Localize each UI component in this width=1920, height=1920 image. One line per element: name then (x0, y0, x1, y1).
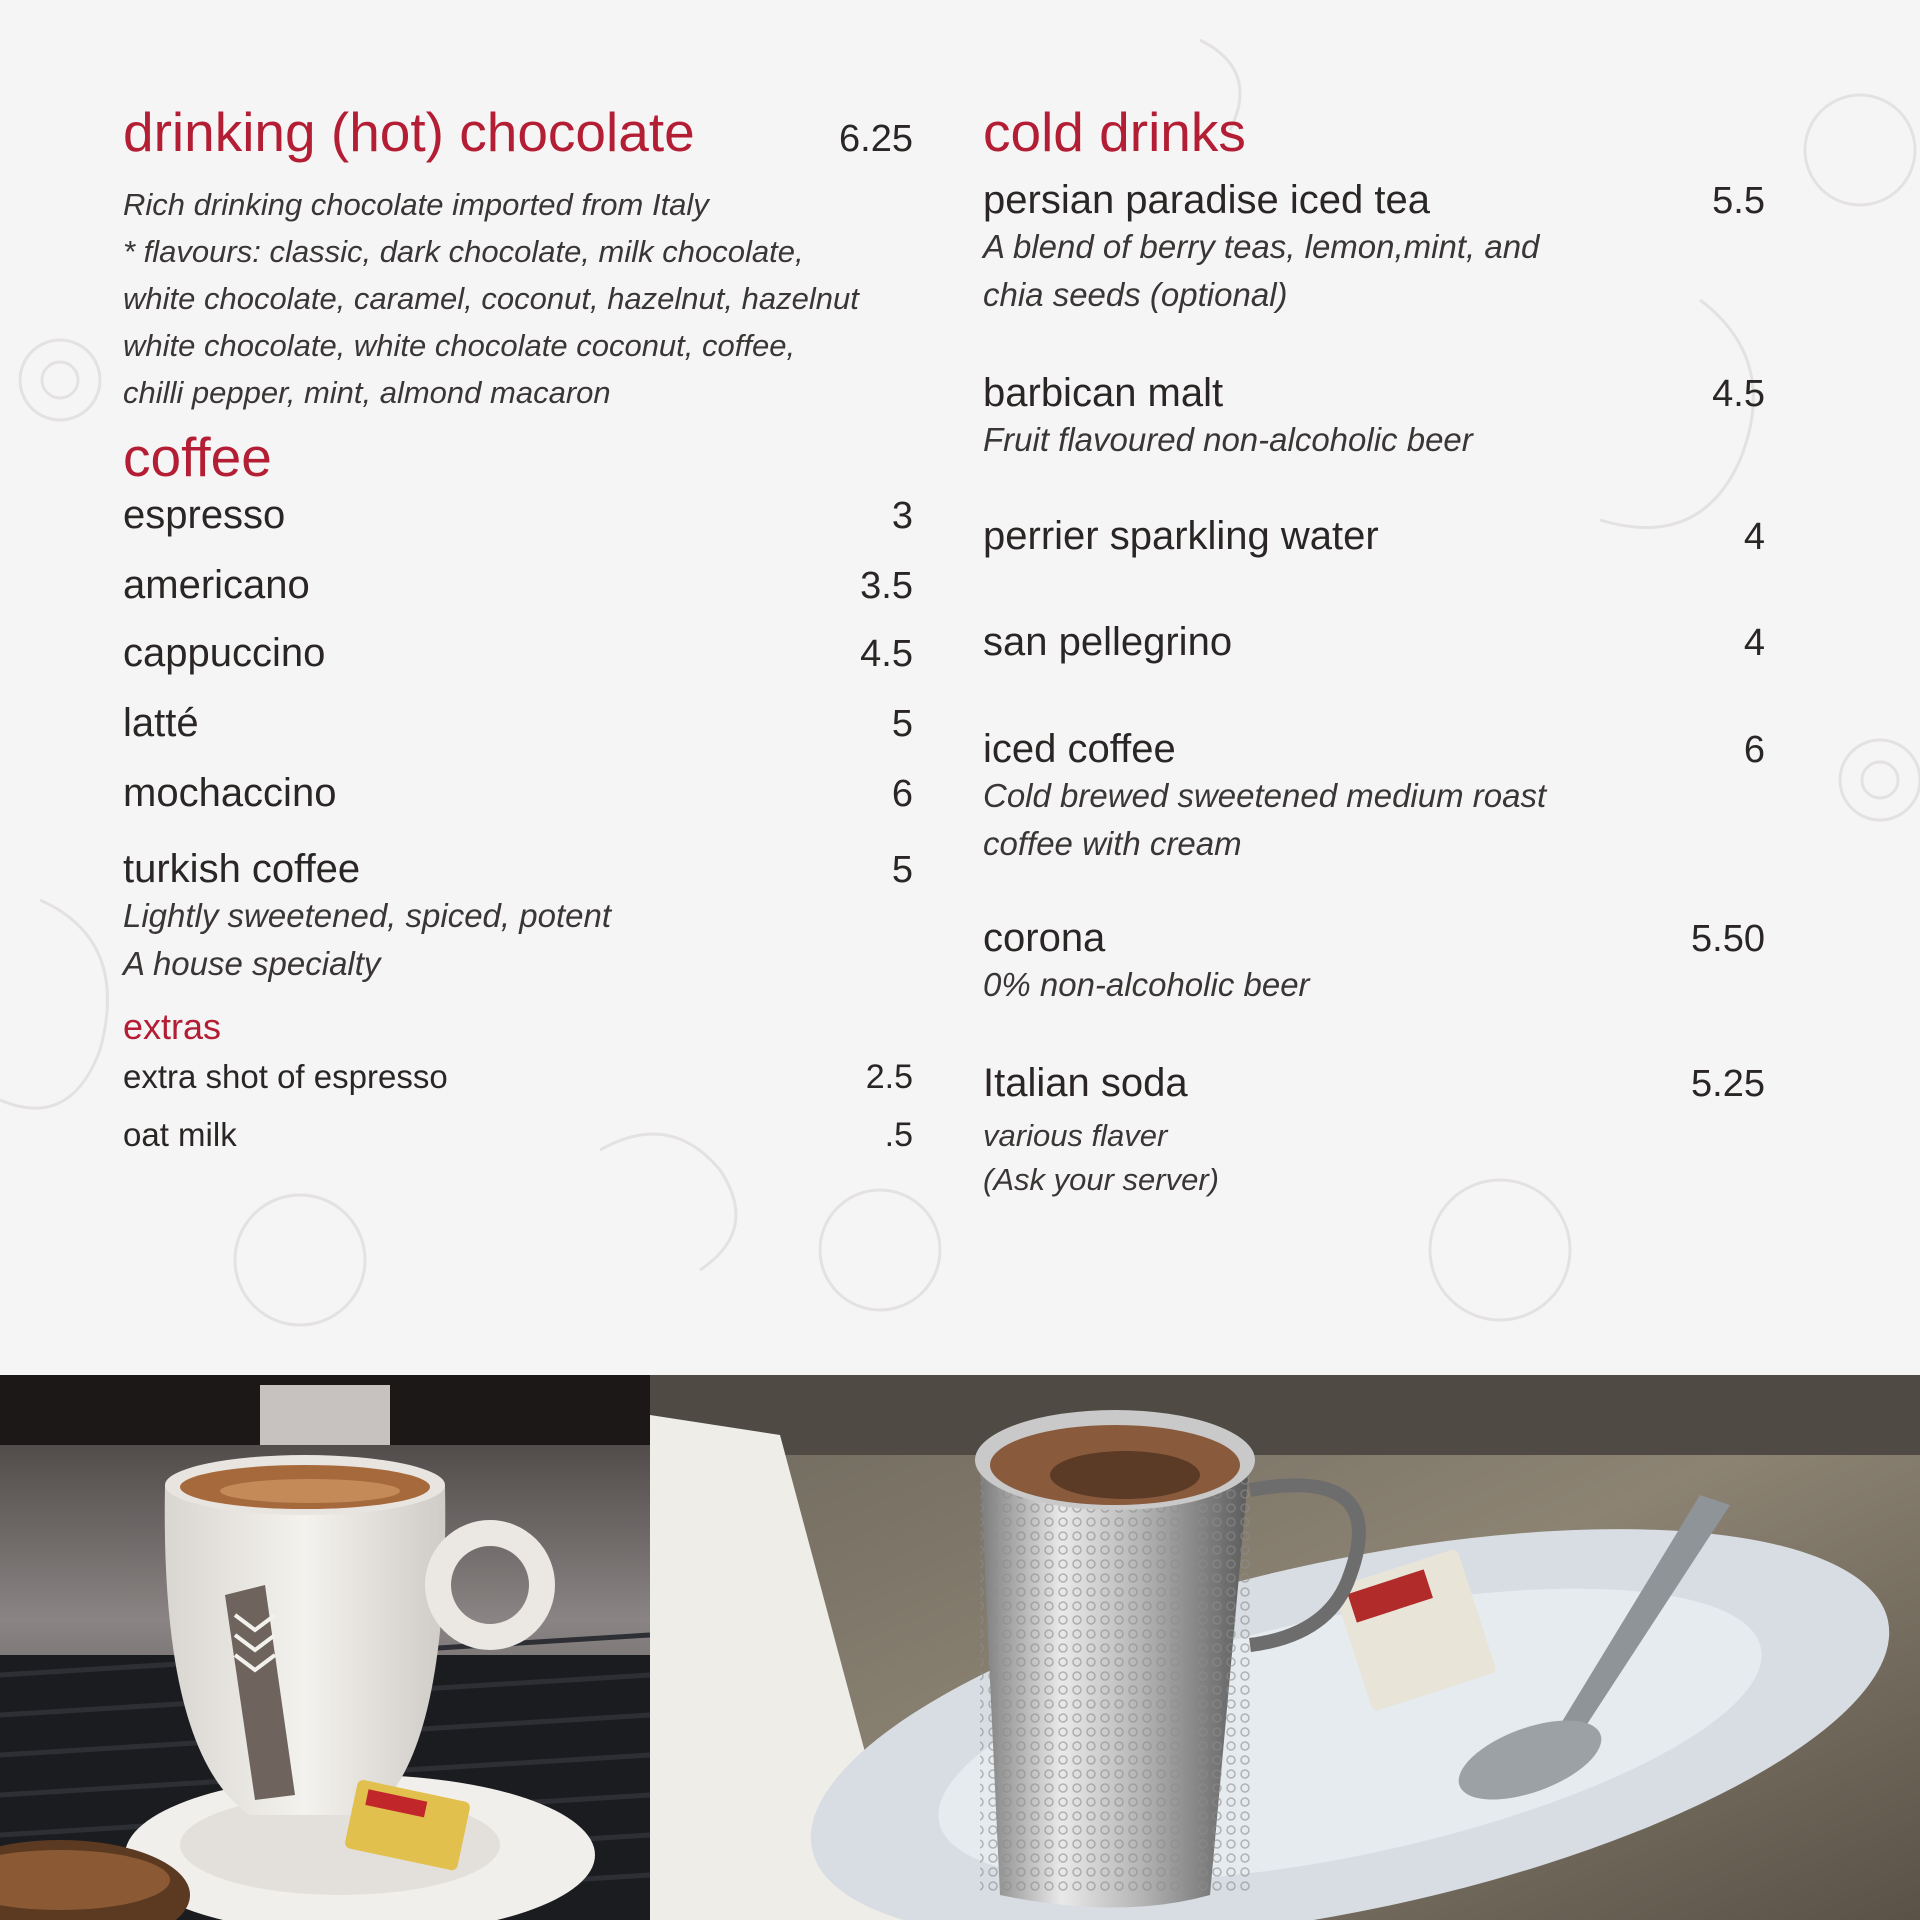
cold-drinks-title: cold drinks (983, 101, 1246, 163)
cold-drink-price: 6 (1743, 729, 1765, 772)
cold-drink-price: 4 (1743, 515, 1765, 558)
cold-drink-description: Cold brewed sweetened medium roast (983, 776, 1547, 814)
cold-drink-price: 5.5 (1712, 180, 1765, 222)
coffee-item-price: 3.5 (860, 564, 913, 607)
coffee-item-description: A house specialty (123, 944, 381, 982)
cold-drink-name: barbican malt (983, 370, 1224, 415)
coffee-item-price: 5 (891, 702, 913, 745)
cold-drink-description: various flaver (983, 1117, 1168, 1153)
left-column (123, 101, 913, 1154)
coffee-item-name: turkish coffee (123, 846, 361, 891)
extras-item-price: 2.5 (865, 1057, 913, 1096)
coffee-item (123, 701, 913, 771)
extras-item-name: extra shot of espresso (123, 1057, 448, 1095)
extras-item (123, 1058, 913, 1116)
coffee-item-name: mochaccino (123, 770, 337, 815)
cold-drink-name: san pellegrino (983, 620, 1233, 665)
cold-drink-description: chia seeds (optional) (983, 275, 1288, 313)
coffee-list (123, 493, 913, 988)
coffee-title: coffee (123, 425, 272, 488)
coffee-item (123, 563, 913, 631)
cold-drink-name: corona (983, 915, 1106, 960)
cold-drink-price: 4 (1743, 622, 1765, 665)
cold-drink-item (983, 178, 1765, 319)
coffee-item (123, 631, 913, 701)
coffee-item (123, 493, 913, 563)
extras-item (123, 1116, 913, 1154)
cold-drink-item (983, 620, 1765, 665)
cold-drink-item (983, 514, 1765, 559)
coffee-item-name: americano (123, 562, 310, 607)
hot-chocolate-line: white chocolate, caramel, coconut, hazelnut, hazelnut (123, 280, 859, 316)
extras-title: extras (123, 1005, 222, 1047)
cold-drink-item (983, 727, 1765, 868)
cold-drink-description: (Ask your server) (983, 1161, 1219, 1197)
cold-drink-price: 5.25 (1691, 1062, 1765, 1105)
turkish-coffee-photo (650, 1375, 1920, 1920)
cold-drink-description: coffee with cream (983, 824, 1242, 862)
cold-drink-item (983, 371, 1765, 464)
hot-chocolate-line: * flavours: classic, dark chocolate, milk chocolate, (123, 233, 804, 269)
right-column (983, 101, 1765, 1202)
extras-item-price: .5 (884, 1115, 913, 1154)
cold-drink-description: A blend of berry teas, lemon,mint, and (983, 227, 1540, 265)
cold-drink-item (983, 916, 1765, 1009)
hot-chocolate-line: Rich drinking chocolate imported from Italy (123, 186, 709, 222)
cold-drink-description: 0% non-alcoholic beer (983, 965, 1310, 1003)
cold-drink-name: perrier sparkling water (983, 513, 1379, 558)
hot-chocolate-line: chilli pepper, mint, almond macaron (123, 374, 611, 410)
espresso-cup-photo (0, 1375, 650, 1920)
coffee-item-name: latté (123, 700, 199, 745)
coffee-item-price: 6 (891, 772, 913, 815)
hot-chocolate-line: white chocolate, white chocolate coconut, coffee, (123, 327, 796, 363)
cold-drink-description: Fruit flavoured non-alcoholic beer (983, 420, 1473, 458)
cold-drink-price: 5.50 (1691, 917, 1765, 960)
coffee-item-description: Lightly sweetened, spiced, potent (123, 896, 611, 934)
cold-drink-name: iced coffee (983, 727, 1176, 772)
cold-drink-price: 4.5 (1712, 372, 1765, 415)
extras-item-name: oat milk (123, 1115, 237, 1153)
coffee-item (123, 847, 913, 892)
cold-drink-item (983, 1061, 1765, 1202)
coffee-item (123, 771, 913, 847)
cold-drink-name: Italian soda (983, 1060, 1188, 1105)
hot-chocolate-description (123, 181, 913, 416)
hot-chocolate-title: drinking (hot) chocolate (123, 101, 695, 163)
coffee-item-price: 5 (891, 848, 913, 891)
coffee-item-price: 3 (891, 494, 913, 537)
coffee-item-price: 4.5 (860, 632, 913, 675)
hot-chocolate-price: 6.25 (839, 118, 913, 160)
coffee-item-name: cappuccino (123, 630, 326, 675)
cold-drink-name: persian paradise iced tea (983, 178, 1430, 222)
coffee-item-name: espresso (123, 492, 286, 537)
hot-chocolate-header (123, 101, 913, 163)
